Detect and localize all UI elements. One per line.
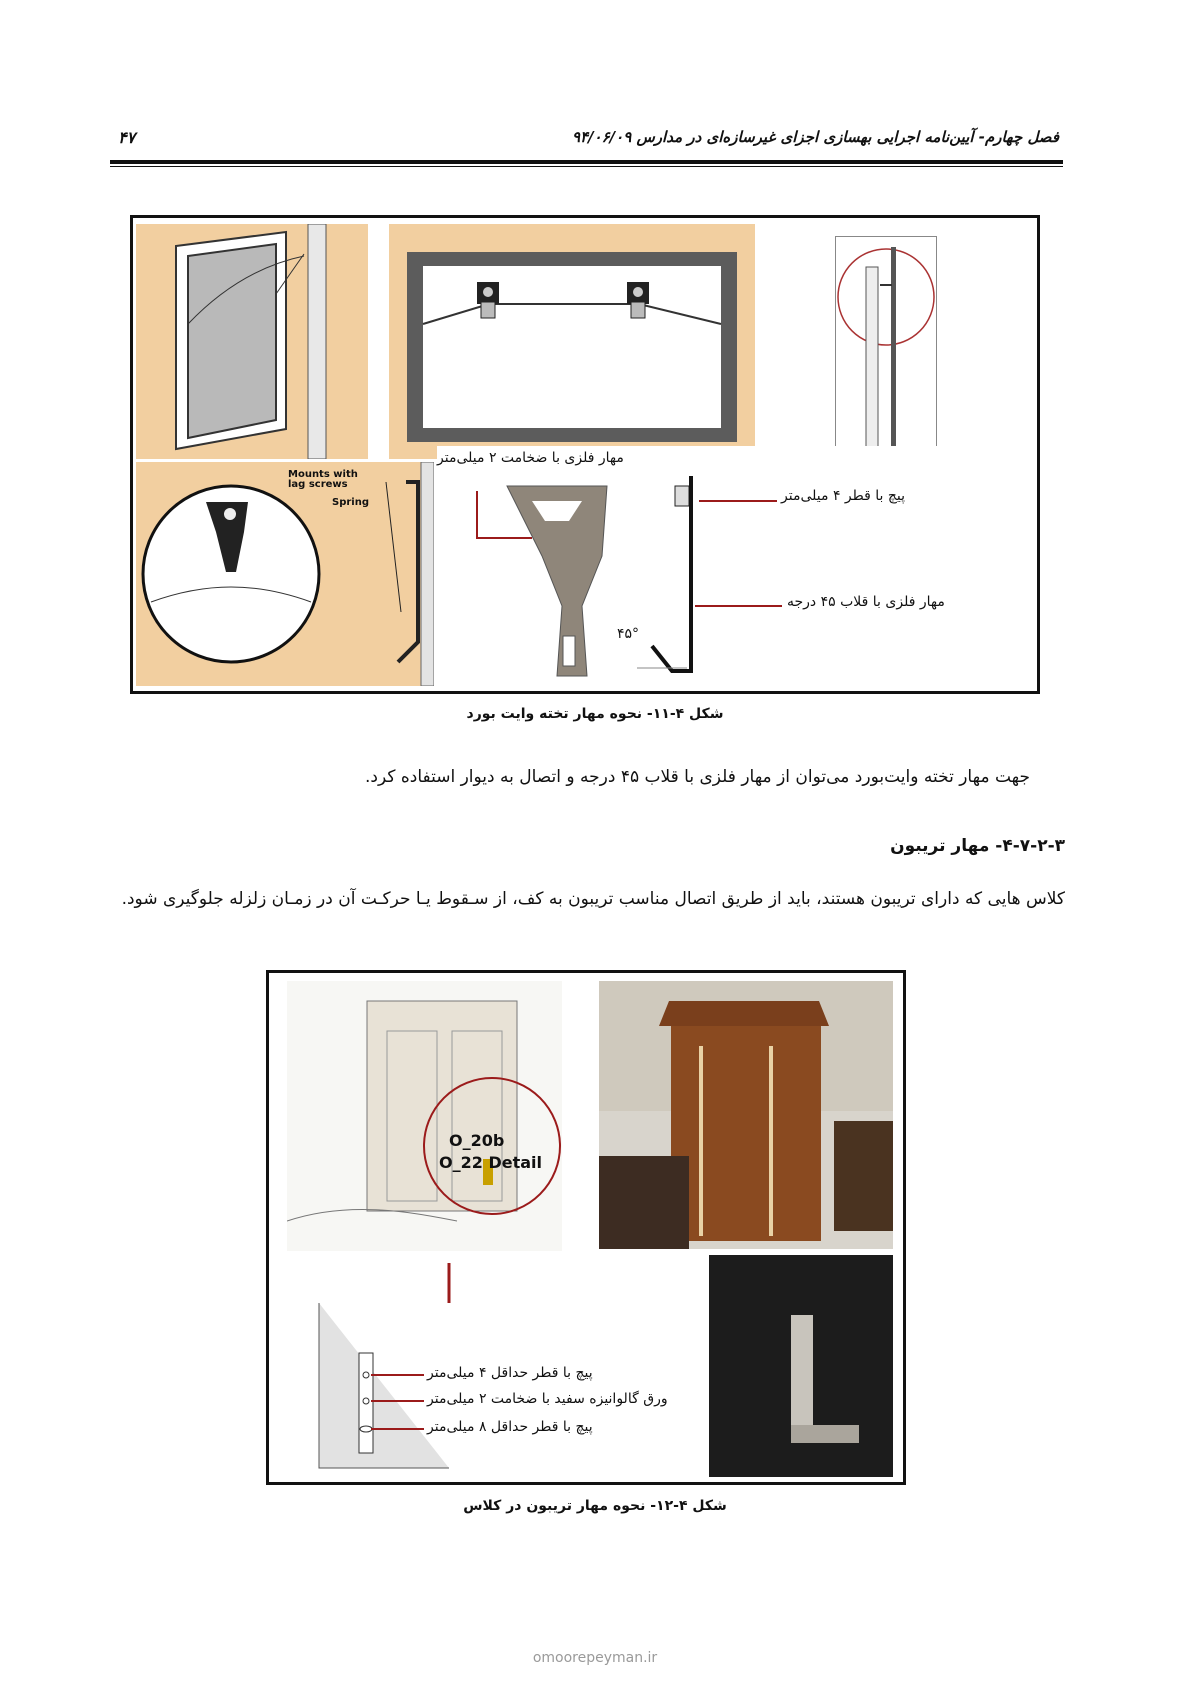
- panel-bracket-drawing: [269, 1263, 699, 1482]
- figure1-caption: شکل ۴-۱۱- نحوه مهار تخته وایت بورد: [466, 706, 724, 722]
- plate-detail-drawing: [437, 446, 1032, 686]
- label-plate-thickness: مهار فلزی با ضخامت ۲ میلی‌متر: [437, 450, 624, 466]
- label-screw-min4: پیچ با قطر حداقل ۴ میلی‌متر: [427, 1365, 593, 1381]
- page-number: ۴۷: [118, 128, 136, 147]
- side-view-drawing: [836, 237, 936, 459]
- hook-detail-drawing: [136, 462, 434, 686]
- panel-board-front: [389, 224, 755, 459]
- label-spring: Spring: [332, 497, 369, 508]
- label-galvanized-sheet: ورق گالوانیزه سفید با ضخامت ۲ میلی‌متر: [427, 1391, 668, 1407]
- header-rule-thin: [110, 166, 1063, 167]
- label-screw-min8: پیچ با قطر حداقل ۸ میلی‌متر: [427, 1419, 593, 1435]
- panel-tribune-sketch: [287, 981, 562, 1251]
- paragraph-whiteboard: جهت مهار تخته وایت‌بورد می‌توان از مهار فلزی با قلاب ۴۵ درجه و اتصال به دیوار استفاده کرد.: [364, 767, 1030, 787]
- detail-label-2: O_22 Detail: [439, 1153, 542, 1172]
- label-mounts: Mounts with lag screws: [288, 469, 358, 490]
- panel-tribune-photo: [599, 981, 893, 1249]
- panel-plate-detail: [437, 446, 1032, 686]
- header-rule: [110, 160, 1063, 164]
- panel-side-view: [835, 236, 937, 460]
- paragraph-tribune: کلاس هایی که دارای تریبون هستند، باید از طریق اتصال مناسب تریبون به کف، از سـقوط یـا حرکـت آن در زمـان زلزله جلوگیری شود.: [121, 889, 1065, 909]
- detail-label-1: O_20b: [449, 1131, 505, 1150]
- watermark-url: omoorepeyman.ir: [532, 1650, 658, 1666]
- figure2-caption: شکل ۴-۱۲- نحوه مهار تریبون در کلاس: [463, 1498, 727, 1514]
- tribune-photo-drawing: [599, 981, 893, 1249]
- figure-whiteboard-anchoring: [130, 215, 1040, 694]
- label-hook-45: مهار فلزی با قلاب ۴۵ درجه: [787, 594, 945, 610]
- board-front-drawing: [389, 224, 755, 459]
- figure-tribune-anchoring: [266, 970, 906, 1485]
- panel-hook-detail: [136, 462, 434, 686]
- label-angle: ۴۵°: [617, 626, 640, 642]
- label-screw-diameter: پیچ با قطر ۴ میلی‌متر: [781, 488, 906, 504]
- panel-bracket-photo: [709, 1255, 893, 1477]
- panel-board-perspective: [136, 224, 368, 459]
- running-header-title: فصل چهارم- آیین‌نامه اجرایی بهسازی اجزای غیرسازه‌ای در مدارس ۹۴/۰۶/۰۹: [571, 128, 1059, 146]
- tribune-sketch-drawing: [287, 981, 562, 1251]
- bracket-photo-drawing: [709, 1255, 893, 1477]
- section-heading: ۴-۷-۲-۳- مهار تریبون: [890, 836, 1065, 856]
- board-perspective-drawing: [136, 224, 368, 459]
